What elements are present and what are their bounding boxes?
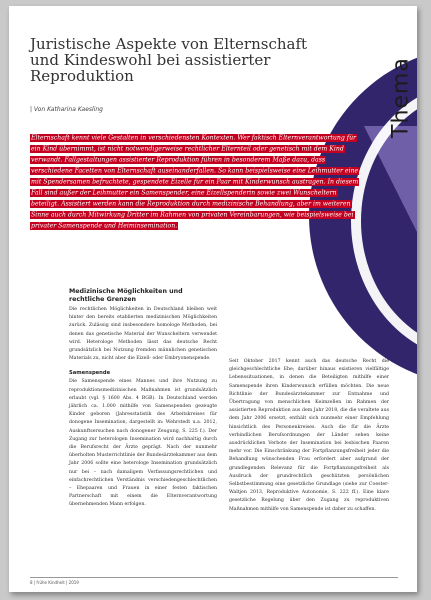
section-label-thema: Thema	[388, 57, 414, 139]
article-byline: | Von Katharina Kaesling	[30, 106, 103, 113]
section-heading: Medizinische Möglichkeiten und rechtliche Grenzen	[69, 288, 183, 303]
column-left	[69, 288, 217, 510]
paragraph: Die Samenspende eines Mannes und ihre Nutzung zu reproduktionsmedizinischen Maßnahmen ist grundsätzlich erlaubt (vgl. § 1600 Abs. 4 BGB). In Deutschland werden jährlich ca. 1.000 mithilfe von Samenspenden gezeugte Kinder geboren (Jahresstatistik des Arbeitskreises für donogene Insemination, dargestellt in: Wehrstedt u.a. 2012, Auskunftsersuchen nach donogener Zeugung, S. 225 f.). Der Zugang zur heterologen Insemination wird nachhaltig durch die Berufsrecht der Ärzte geprägt. Nach der nunmehr überholten Musterrichtlinie der Bundesärztekammer aus dem Jahr 2006 sollte eine heterologe Insemination grundsätzlich nur bei – nach damaligem Verfassungsrechtlichen und einfachrechtlichen Verständnis verschiedengeschlechtlichen – Ehepaaren und Frauen in einer festen faktischen Partnerschaft mit einem die Elternverantwortung übernehmenden Mann erfolgen.	[69, 379, 218, 508]
page-footer: 8 | frühe Kindheit | 2019	[30, 580, 79, 585]
article-title: Juristische Aspekte von Elternschaft und Kindeswohl bei assistierter Reproduktion	[30, 35, 308, 85]
article-intro	[30, 132, 363, 231]
intro-highlight-text: Elternschaft kennt viele Gestalten in verschiedensten Kontexten. Wer faktisch Elternverantwortung für ein Kind übernimmt, ist nicht notwendigerweise rechtlicher Elternteil oder genetisch mit dem Kind verwandt. Fallgestaltungen assistierter Reproduktion führen in besonderem Maße dazu, dass verschiedene Facetten von Elternschaft auseinanderfallen. So kann beispielsweise eine Leihmutter eine mit Spendersamen befruchtete, gespendete Eizelle für ein Paar mit Kinderwunsch austragen. In diesem Fall sind außer der Leihmutter ein Samenspender, eine Eizellspenderin sowie zwei Wunscheltern beteiligt. Assistiert werden kann die Reproduktion durch medizinische Behandlung, aber im weiteren Sinne auch durch Mitwirkung Dritter im Rahmen von privaten Vereinbarungen, wie beispielsweise bei privater Samenspende und Heiminsemination.	[31, 134, 359, 229]
column-right	[229, 358, 389, 514]
document-page	[9, 6, 417, 592]
paragraph: Seit Oktober 2017 kennt auch das deutsche Recht die gleichgeschlechtliche Ehe; darüber hinaus existieren vielfältige Lebenssituationen, in denen die Beteiligten mithilfe einer Samenspende ihren Kinderwunsch erfüllen möchten. Die neue Richtlinie der Bundesärztekammer zur Entnahme und Übertragung von menschlichen Keimzellen im Rahmen der assistierten Reproduktion aus dem Jahr 2018, die die veraltete aus dem Jahr 2006 ersetzt, enthält sich nunmehr einer Empfehlung hinsichtlich des Personenkreises. Auch die für die Ärzte verbindlichen Berufsordnungen der Länder sehen keine ausdrücklichen Verbote der Insemination bei lesbischen Paaren mehr vor. Die Einschränkung der Fortpflanzungsfreiheit jeder die Behandlung wünschenden Frau erfordert aber aufgrund der grundlegenden Relevanz für die Fortpflanzungsfreiheit als Ausdruck der grundrechtlich geschützten persönlichen Selbstbestimmung eine gesetzliche Grundlage (siehe zur Coester-Waltjen 2013, Reproduktive Autonomie, S. 222 ff.). Eine klare gesetzliche Regelung über den Zugang zu reproduktiven Maßnahmen mithilfe von Samenspende ist daher zu schaffen.	[229, 359, 389, 512]
footer-rule	[30, 577, 398, 578]
paragraph: Die rechtlichen Möglichkeiten in Deutschland bleiben weit hinter den bereits etablierten medizinischen Möglichkeiten zurück. Zulässig sind insbesondere homologe Methoden, bei denen das genetische Material der Wunscheltern verwendet wird. Heterologe Methoden lässt das deutsche Recht grundsätzlich bei Nutzung fremden männlichen genetischen Materials zu, nicht aber die Eizell- oder Embryonenspende.	[69, 307, 217, 362]
subsection-heading: Samenspende	[69, 370, 111, 377]
